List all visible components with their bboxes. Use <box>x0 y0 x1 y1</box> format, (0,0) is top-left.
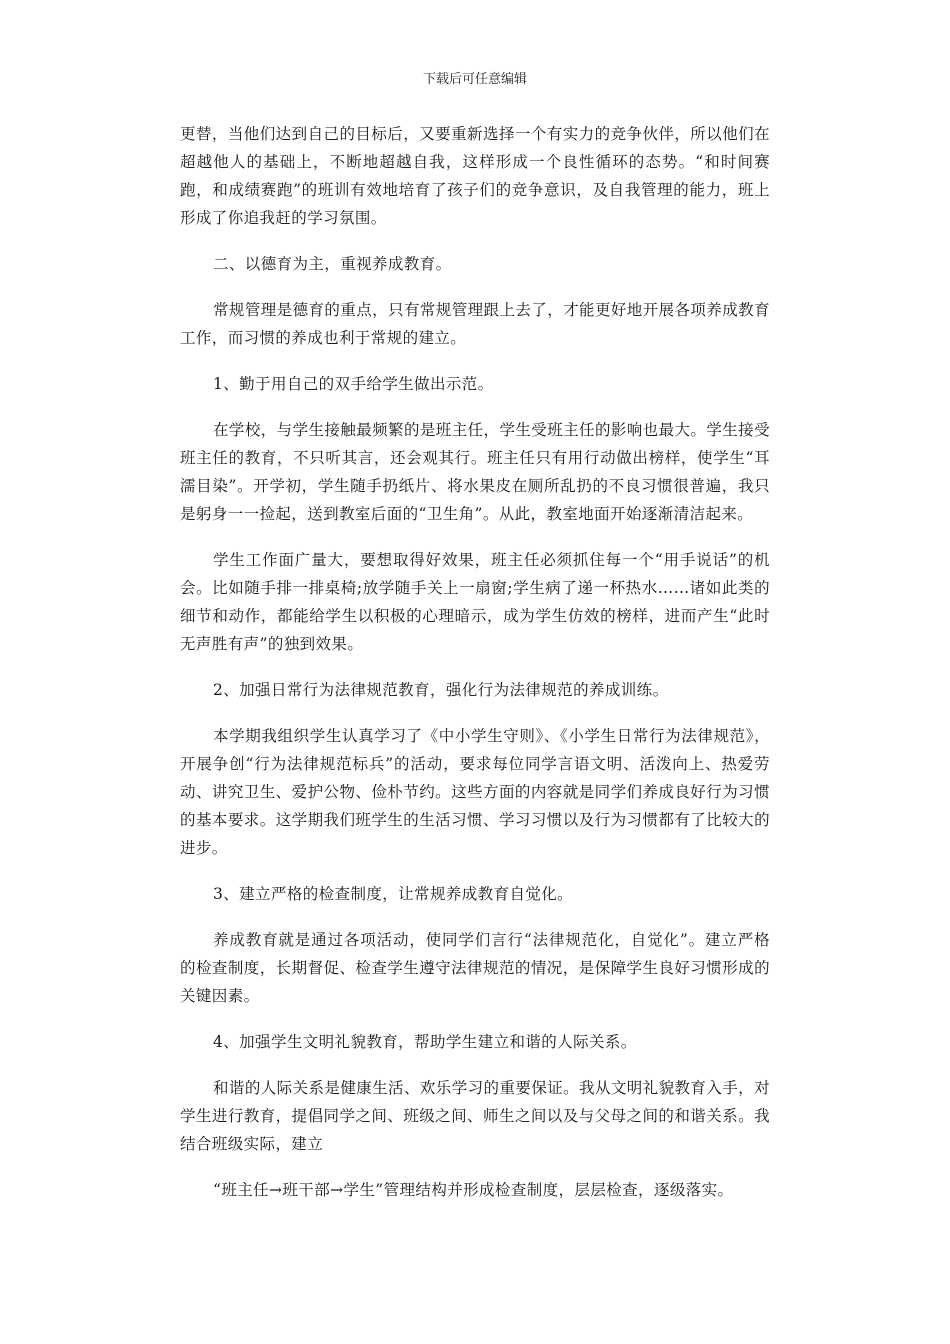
subheading-1: 1、勤于用自己的双手给学生做出示范。 <box>213 375 494 393</box>
paragraph-continuation: 更替，当他们达到自己的目标后，又要重新选择一个有实力的竞争伙伴，所以他们在超越他人的基础上，不断地超越自我，这样形成一个良性循环的态势。“和时间赛跑，和成绩赛跑”的班训有效地培育了孩子们的竞争意识，及自我管理的能力，班上形成了你追我赶的学习氛围。 <box>180 125 770 227</box>
paragraph: 在学校，与学生接触最频繁的是班主任，学生受班主任的影响也最大。学生接受班主任的教育，不只听其言，还会观其行。班主任只有用行动做出榜样，使学生“耳濡目染”。开学初，学生随手扔纸片、将水果皮在厕所乱扔的不良习惯很普遍，我只是躬身一一捡起，送到教室后面的“卫生角”。从此，教室地面开始逐渐清洁起来。 <box>180 421 770 523</box>
page-header: 下载后可任意编辑 <box>422 72 527 87</box>
paragraph: 本学期我组织学生认真学习了《中小学生守则》、《小学生日常行为法律规范》，开展争创“行为法律规范标兵”的活动，要求每位同学言语文明、活泼向上、热爱劳动、讲究卫生、爱护公物、俭朴节约。这些方面的内容就是同学们养成良好行为习惯的基本要求。这学期我们班学生的生活习惯、学习习惯以及行为习惯都有了比较大的进步。 <box>180 727 770 857</box>
paragraph: 学生工作面广量大，要想取得好效果，班主任必须抓住每一个“用手说话”的机会。比如随手排一排桌椅;放学随手关上一扇窗;学生病了递一杯热水……诸如此类的细节和动作，都能给学生以积极的心理暗示，成为学生仿效的榜样，进而产生“此时无声胜有声”的独到效果。 <box>180 551 770 653</box>
subheading-3: 3、建立严格的检查制度，让常规养成教育自觉化。 <box>213 885 574 903</box>
section-heading-2: 二、以德育为主，重视养成教育。 <box>213 255 452 273</box>
paragraph: “班主任→班干部→学生”管理结构并形成检查制度，层层检查，逐级落实。 <box>213 1181 734 1199</box>
paragraph: 常规管理是德育的重点，只有常规管理跟上去了，才能更好地开展各项养成教育工作，而习惯的养成也利于常规的建立。 <box>180 301 770 347</box>
subheading-2: 2、加强日常行为法律规范教育，强化行为法律规范的养成训练。 <box>213 681 669 699</box>
paragraph: 养成教育就是通过各项活动，使同学们言行“法律规范化，自觉化”。建立严格的检查制度，长期督促、检查学生遵守法律规范的情况，是保障学生良好习惯形成的关键因素。 <box>180 931 770 1005</box>
paragraph: 和谐的人际关系是健康生活、欢乐学习的重要保证。我从文明礼貌教育入手，对学生进行教育，提倡同学之间、班级之间、师生之间以及与父母之间的和谐关系。我结合班级实际，建立 <box>180 1079 770 1153</box>
document-body <box>180 120 770 1204</box>
subheading-4: 4、加强学生文明礼貌教育，帮助学生建立和谐的人际关系。 <box>213 1033 637 1051</box>
